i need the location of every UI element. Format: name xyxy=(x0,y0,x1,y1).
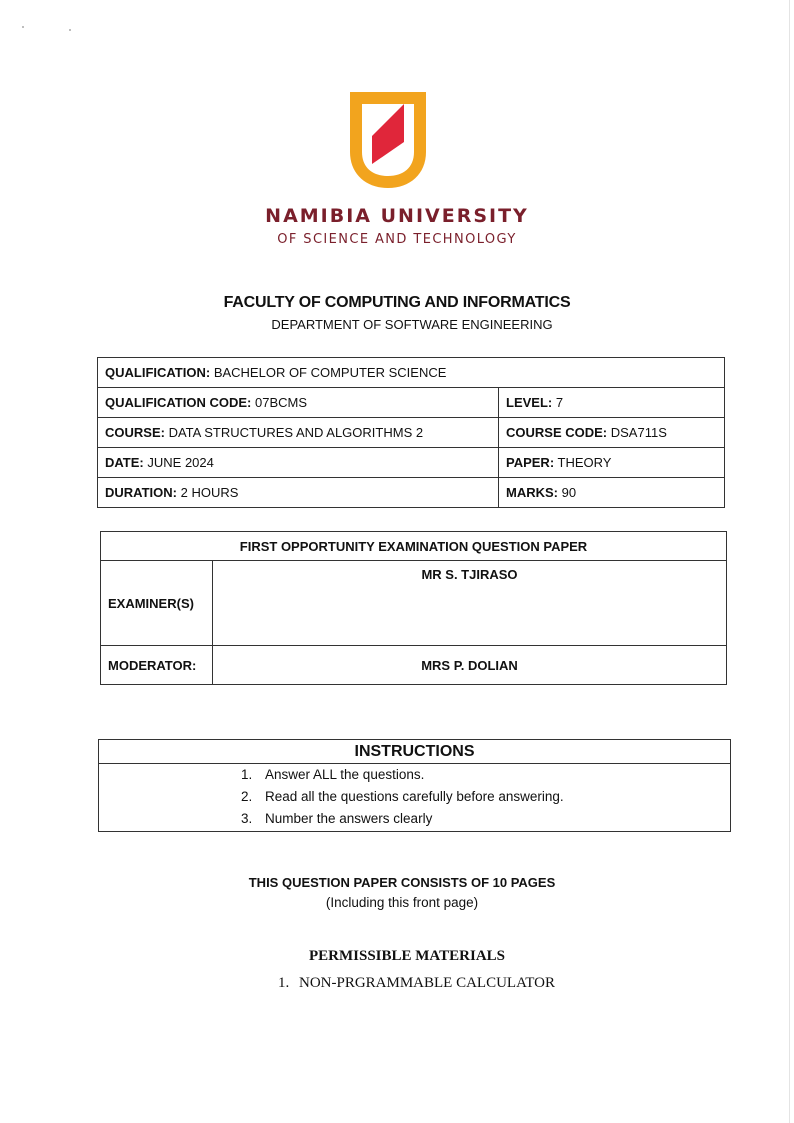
item-text: Answer ALL the questions. xyxy=(265,767,425,782)
table-row xyxy=(101,532,727,561)
course-code-label: COURSE CODE: xyxy=(506,425,608,440)
paper-value: THEORY xyxy=(557,455,612,470)
table-row xyxy=(98,388,725,418)
qualification-code-cell xyxy=(98,388,499,418)
marks-cell xyxy=(499,478,725,508)
date-cell xyxy=(98,448,499,478)
item-number: 1. xyxy=(241,767,253,782)
date-label: DATE: xyxy=(105,455,144,470)
qualification-label: QUALIFICATION: xyxy=(105,365,211,380)
marks-value: 90 xyxy=(561,485,577,500)
examiner-label: EXAMINER(S) xyxy=(101,561,213,646)
logo-accent xyxy=(372,104,404,164)
university-logo xyxy=(344,92,432,190)
examiner-name: MR S. TJIRASO xyxy=(213,561,727,646)
table-row xyxy=(98,448,725,478)
qualification-cell xyxy=(98,358,725,388)
table-row xyxy=(101,646,727,685)
level-value: 7 xyxy=(555,395,564,410)
page-count-subnote: (Including this front page) xyxy=(325,895,479,910)
course-label: COURSE: xyxy=(105,425,165,440)
level-cell xyxy=(499,388,725,418)
paper-label: PAPER: xyxy=(506,455,555,470)
instructions-list xyxy=(241,767,564,833)
date-value: JUNE 2024 xyxy=(147,455,214,470)
table-row xyxy=(101,561,727,646)
marks-label: MARKS: xyxy=(506,485,558,500)
course-code-value: DSA711S xyxy=(610,425,667,440)
qualification-code-label: QUALIFICATION CODE: xyxy=(105,395,252,410)
moderator-name: MRS P. DOLIAN xyxy=(213,646,727,685)
table-row xyxy=(98,418,725,448)
course-details-table xyxy=(97,357,725,508)
item-number: 2. xyxy=(241,789,253,804)
item-text: Number the answers clearly xyxy=(265,811,433,826)
exam-title: FIRST OPPORTUNITY EXAMINATION QUESTION PAPER xyxy=(101,532,727,561)
item-number: 3. xyxy=(241,811,253,826)
moderator-label: MODERATOR: xyxy=(101,646,213,685)
instructions-title: INSTRUCTIONS xyxy=(99,740,730,764)
department-title: DEPARTMENT OF SOFTWARE ENGINEERING xyxy=(271,317,553,332)
permissible-item xyxy=(278,975,555,992)
scan-speck xyxy=(22,26,24,28)
permissible-title: PERMISSIBLE MATERIALS xyxy=(308,948,506,964)
duration-label: DURATION: xyxy=(105,485,177,500)
instructions-box xyxy=(98,739,731,832)
examiners-table xyxy=(100,531,727,685)
table-row xyxy=(98,478,725,508)
duration-value: 2 HOURS xyxy=(180,485,239,500)
duration-cell xyxy=(98,478,499,508)
course-value: DATA STRUCTURES AND ALGORITHMS 2 xyxy=(168,425,424,440)
qualification-value: BACHELOR OF COMPUTER SCIENCE xyxy=(213,365,447,380)
faculty-title: FACULTY OF COMPUTING AND INFORMATICS xyxy=(223,294,571,311)
item-number: 1. xyxy=(278,975,290,991)
university-name: NAMIBIA UNIVERSITY xyxy=(265,205,529,227)
list-item xyxy=(241,767,564,789)
page-count-note: THIS QUESTION PAPER CONSISTS OF 10 PAGES xyxy=(248,875,556,890)
list-item xyxy=(241,789,564,811)
course-code-cell xyxy=(499,418,725,448)
scan-speck xyxy=(69,29,71,31)
paper-cell xyxy=(499,448,725,478)
course-cell xyxy=(98,418,499,448)
table-row xyxy=(98,358,725,388)
list-item xyxy=(241,811,564,833)
item-text: NON-PRGRAMMABLE CALCULATOR xyxy=(299,975,555,991)
level-label: LEVEL: xyxy=(506,395,553,410)
qualification-code-value: 07BCMS xyxy=(254,395,308,410)
item-text: Read all the questions carefully before answering. xyxy=(265,789,564,804)
university-subtitle: OF SCIENCE AND TECHNOLOGY xyxy=(277,232,517,247)
